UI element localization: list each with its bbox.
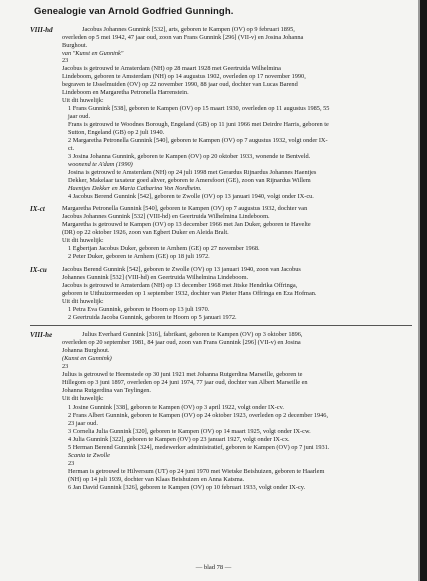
text-line: Dekker, Makelaar taxateur goed altver, geboren te Amersfoort (GE), zoon van Rijnardus Willem	[68, 177, 311, 184]
text-line: Jacobus Johannes Gunnink [532], arts, geboren te Kampen (OV) op 9 februari 1895,	[82, 26, 295, 33]
text-line: Margaretha Petronella Gunnink [540], geboren te Kampen (OV) op 7 augustus 1932, dochter van	[62, 205, 308, 212]
page-title: Genealogie van Arnold Godfried Gunningh.	[34, 6, 234, 17]
text-line: Haentjes Dekker en Maria Catharina Von Nordheim.	[68, 185, 202, 192]
text-line: Jacobus Berend Gunnink [542], geboren te Zwolle (OV) op 13 januari 1940, zoon van Jacobus	[62, 266, 301, 273]
text-line: 23 jaar oud.	[68, 420, 98, 427]
text-line: Uit dit huwelijk:	[62, 395, 104, 402]
text-line: overleden op 20 september 1981, 84 jaar oud, zoon van Frans Gunnink [296] (VII-v) en Josina	[62, 339, 301, 346]
text-line: 3 Josina Johanna Gunnink, geboren te Kampen (OV) op 20 oktober 1933, wonende te Bentveld.	[68, 153, 311, 160]
text-line: 3 Cornelia Julia Gunnink [320], geboren te Kampen (OV) op 14 maart 1925, volgt onder IX-cw.	[68, 428, 311, 435]
text-line: Johanna Burghout.	[62, 347, 110, 354]
text-line: 6 Jan David Gunnink [326], geboren te Kampen (OV) op 10 februari 1933, volgt onder IX-cy.	[68, 484, 306, 491]
text-line: Jacobus is getrouwd te Amsterdam (NH) op 28 maart 1928 met Geertruida Wilhelmina	[62, 65, 281, 72]
text-line: Josina is getrouwd te Amsterdam (NH) op 24 juli 1998 met Gerardus Rijnardus Johannes Haentjes	[68, 169, 317, 176]
text-line: 2 Peter Duker, geboren te Arnhem (GE) op 18 juli 1972.	[68, 253, 210, 260]
generation-code: VIII-he	[30, 331, 53, 339]
text-line: Johannes Gunnink [532] (VIII-hd) en Geertruida Wilhelmina Lindeboom.	[62, 274, 249, 281]
text-line: Sutton, Engeland (GB) op 2 juli 1940.	[68, 129, 165, 136]
text-line: 23	[62, 57, 69, 64]
text-line: ct.	[68, 145, 75, 152]
text-line: geboren te Uithuizermeeden op 1 september 1932, dochter van Pieter Hans Offringa en Eza Hofman.	[62, 290, 317, 297]
text-line: 4 Julia Gunnink [322], geboren te Kampen (OV) op 23 januari 1927, volgt onder IX-cx.	[68, 436, 290, 443]
text-line: 1 Josine Gunnink [338], geboren te Kampen (OV) op 3 april 1922, volgt onder IX-cv.	[68, 404, 284, 411]
text-line: 23	[62, 363, 69, 370]
text-line: Scania te Zwolle	[68, 452, 110, 459]
text-line: 2 Geertruida Jacoba Gunnink, geboren te Hoorn op 5 januari 1972.	[68, 314, 237, 321]
text-line: 1 Petra Eva Gunnink, geboren te Hoorn op 13 juli 1970.	[68, 306, 210, 313]
binding-edge	[420, 0, 427, 581]
text-line: 2 Margaretha Petronella Gunnink [540], geboren te Kampen (OV) op 7 augustus 1932, volgt onder IX-	[68, 137, 328, 144]
text-line: (NH) op 14 juli 1939, dochter van Klaas Beishuizen en Anna Katsma.	[68, 476, 245, 483]
text-line: Uit dit huwelijk:	[62, 298, 104, 305]
text-line: (DR) op 22 oktober 1926, zoon van Egbert Duker en Aleida Bralt.	[62, 229, 229, 236]
generation-code: IX-ct	[30, 205, 45, 213]
text-line: Herman is getrouwd te Hilversum (UT) op 24 juni 1970 met Wietske Beishuizen, geboren te Haarlem	[68, 468, 325, 475]
text-line: Julius is getrouwd te Heemstede op 30 juni 1921 met Johanna Rutgerdina Marseille, geboren te	[62, 371, 303, 378]
text-line: Uit dit huwelijk:	[62, 97, 104, 104]
text-line: Burghout.	[62, 42, 88, 49]
page-number: — blad 78 —	[195, 564, 232, 571]
text-line: begraven te IJsselmuiden (OV) op 22 november 1990, 88 jaar oud, dochter van Lucas Barend	[62, 81, 298, 88]
text-line: 2 Frans Albert Gunnink, geboren te Kampen (OV) op 24 oktober 1923, overleden op 2 december 1946,	[68, 412, 329, 419]
text-line: Frans is getrouwd te Woodnes Borough, Engeland (GB) op 11 juni 1966 met Deirdre Harris, geboren te	[68, 121, 329, 128]
text-line: Jacobus Johannes Gunnink [532] (VIII-hd) en Geertruida Wilhelmina Lindeboom.	[62, 213, 270, 220]
text-line: Uit dit huwelijk:	[62, 237, 104, 244]
text-line: 4 Jacobus Berend Gunnink [542], geboren te Zwolle (OV) op 13 januari 1940, volgt onder IX-cu.	[68, 193, 314, 200]
text-line: overleden op 5 mei 1942, 47 jaar oud, zoon van Frans Gunnink [296] (VII-v) en Josina Johanna	[62, 34, 304, 41]
text-line: 1 Frans Gunnink [538], geboren te Kampen (OV) op 15 maart 1930, overleden op 11 augustus 1985, 55	[68, 105, 330, 112]
text-line: Lindeboom en Margaretha Petronella Harrenstein.	[62, 89, 189, 96]
text-line: Julius Everhard Gunnink [316], fabrikant, geboren te Kampen (OV) op 3 oktober 1896,	[82, 331, 303, 338]
text-line: Margaretha is getrouwd te Kampen (OV) op 13 december 1966 met Jan Duker, geboren te Havelte	[62, 221, 311, 228]
generation-code: VIII-hd	[30, 26, 53, 34]
text-line: 1 Egbertjan Jacobus Duker, geboren te Arnhem (GE) op 27 november 1968.	[68, 245, 260, 252]
text-line: Johanna Rutgerdina van Teylingen.	[62, 387, 151, 394]
text-line: 5 Herman Berend Gunnink [324], medewerker administratief, geboren te Kampen (OV) op 7 juni 1931.	[68, 444, 330, 451]
text-line: Hillegom op 3 juni 1897, overleden op 24 juni 1974, 77 jaar oud, dochter van Albert Marseille en	[62, 379, 308, 386]
text-line: (Kunst en Gunnink)	[62, 355, 112, 362]
text-line: Lindeboom, geboren te Amsterdam (NH) op 14 augustus 1902, overleden op 17 november 1990,	[62, 73, 306, 80]
text-line: jaar oud.	[68, 113, 91, 120]
text-line: 23	[68, 460, 75, 467]
generation-code: IX-cu	[30, 266, 47, 274]
section-divider	[30, 325, 412, 326]
text-line: woonend te A'dam (1990)	[68, 161, 133, 168]
text-line: Jacobus is getrouwd te Amsterdam (NH) op 13 december 1968 met Jitske Hendrika Offringa,	[62, 282, 298, 289]
text-line: van "Kunst en Gunnink"	[62, 50, 124, 57]
